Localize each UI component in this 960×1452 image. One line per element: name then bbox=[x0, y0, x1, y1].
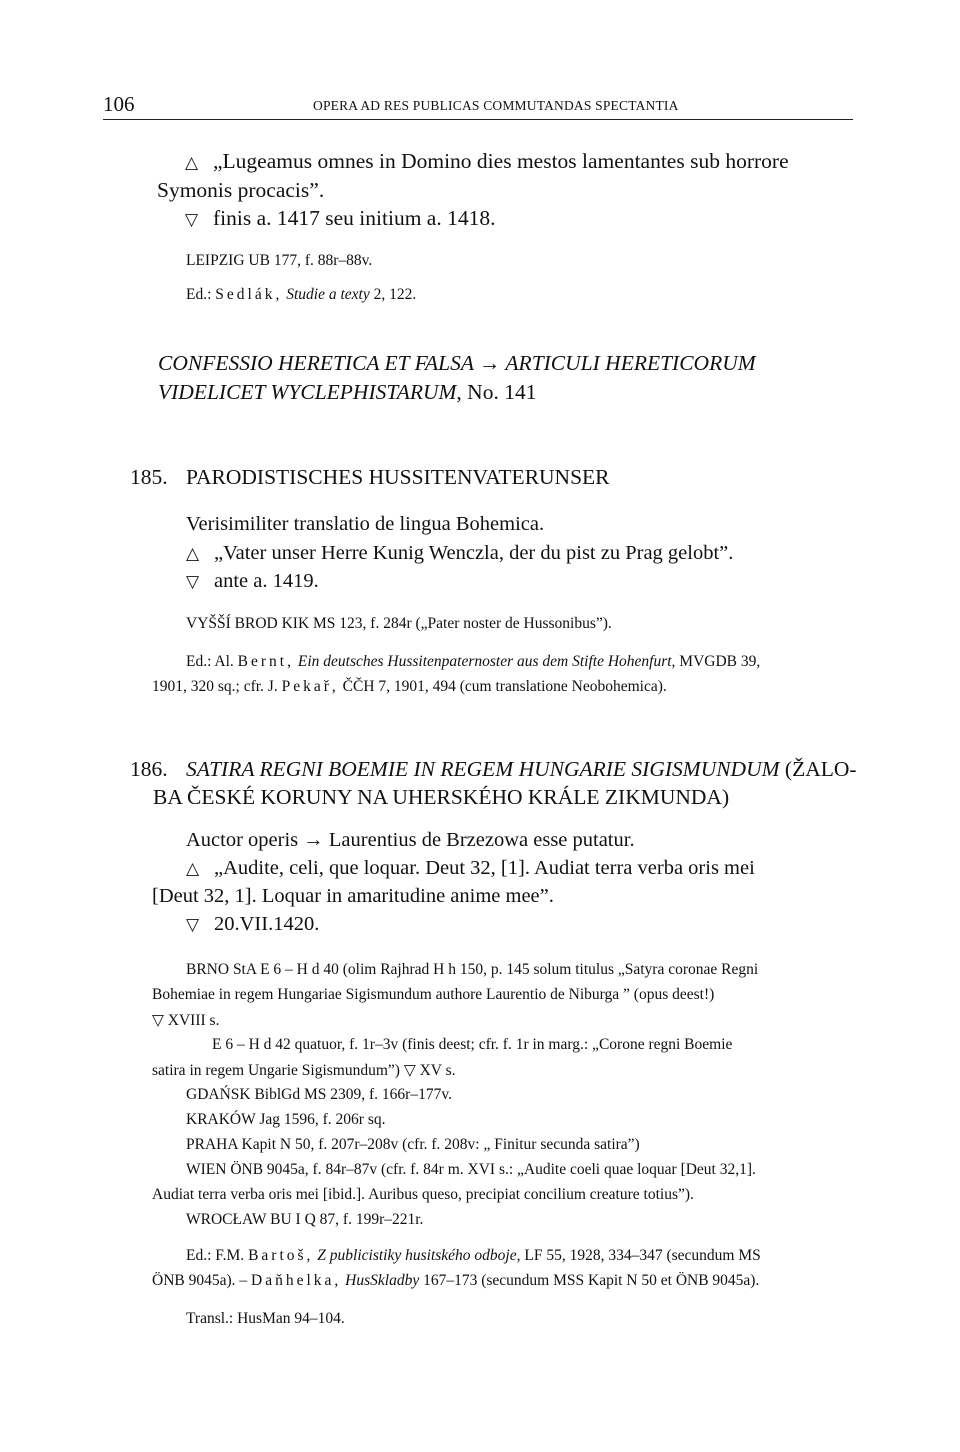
ms-line: KRAKÓW Jag 1596, f. 206r sq. bbox=[186, 1111, 386, 1128]
manuscript-line: LEIPZIG UB 177, f. 88r–88v. bbox=[186, 252, 373, 269]
date-line: ▽ finis a. 1417 seu initium a. 1418. bbox=[185, 206, 496, 230]
page-number: 106 bbox=[103, 92, 135, 116]
ms-line: PRAHA Kapit N 50, f. 207r–208v (cfr. f. 208v: „ Finitur secunda satira”) bbox=[186, 1136, 640, 1153]
entry-185-note: Verisimiliter translatio de lingua Bohemica. bbox=[186, 513, 545, 535]
entry-185-edition-line-2: 1901, 320 sq.; cfr. J. Pekař, ČČH 7, 1901, 494 (cum translatione Neobohemica). bbox=[152, 678, 667, 695]
entry-186-edition-line-2: ÖNB 9045a). – Daňhelka, HusSkladby 167–173 (secundum MSS Kapit N 50 et ÖNB 9045a). bbox=[152, 1272, 760, 1289]
entry-186-number: 186. bbox=[130, 757, 168, 781]
entry-186-date: ▽ 20.VII.1420. bbox=[186, 913, 320, 935]
incipit-triangle-icon: △ bbox=[186, 544, 200, 564]
header-rule bbox=[103, 119, 853, 120]
entry-185-incipit: △ „Vater unser Herre Kunig Wenczla, der du pist zu Prag gelobt”. bbox=[186, 542, 734, 564]
explicit-triangle-icon: ▽ bbox=[185, 210, 199, 230]
crossref-line-2: VIDELICET WYCLEPHISTARUM, No. 141 bbox=[158, 380, 537, 404]
crossref-line-1: CONFESSIO HERETICA ET FALSA → ARTICULI HERETICORUM bbox=[158, 351, 756, 375]
entry-186-translation: Transl.: HusMan 94–104. bbox=[186, 1310, 345, 1327]
ms-line: satira in regem Ungarie Sigismundum”) ▽ XV s. bbox=[152, 1062, 456, 1079]
explicit-triangle-icon: ▽ bbox=[186, 572, 200, 592]
ms-line: Bohemiae in regem Hungariae Sigismundum authore Laurentio de Niburga ” (opus deest!) bbox=[152, 986, 715, 1003]
ms-line: GDAŃSK BiblGd MS 2309, f. 166r–177v. bbox=[186, 1086, 452, 1103]
incipit-triangle-icon: △ bbox=[186, 859, 200, 879]
incipit-line-2: Symonis procacis”. bbox=[157, 178, 325, 202]
entry-186-incipit-line-1: △ „Audite, celi, que loquar. Deut 32, [1]. Audiat terra verba oris mei bbox=[186, 857, 755, 879]
entry-185-date: ▽ ante a. 1419. bbox=[186, 570, 319, 592]
entry-186-edition-line-1: Ed.: F.M. Bartoš, Z publicistiky husitského odboje, LF 55, 1928, 334–347 (secundum MS bbox=[186, 1247, 761, 1264]
ms-line: BRNO StA E 6 – H d 40 (olim Rajhrad H h 150, p. 145 solum titulus „Satyra coronae Regni bbox=[186, 961, 759, 978]
entry-185-edition-line-1: Ed.: Al. Bernt, Ein deutsches Hussitenpaternoster aus dem Stifte Hohenfurt, MVGDB 39, bbox=[186, 653, 761, 670]
ms-line: ▽ XVIII s. bbox=[152, 1012, 220, 1029]
running-title: OPERA AD RES PUBLICAS COMMUTANDAS SPECTANTIA bbox=[313, 98, 679, 113]
entry-185-title: PARODISTISCHES HUSSITENVATERUNSER bbox=[186, 465, 610, 489]
entry-186-auctor: Auctor operis → Laurentius de Brzezowa esse putatur. bbox=[186, 829, 635, 851]
ms-line: WROCŁAW BU I Q 87, f. 199r–221r. bbox=[186, 1211, 424, 1228]
ms-line: E 6 – H d 42 quatuor, f. 1r–3v (finis deest; cfr. f. 1r in marg.: „Corone regni Boemie bbox=[212, 1036, 733, 1053]
entry-186-title-line-2: BA ČESKÉ KORUNY NA UHERSKÉHO KRÁLE ZIKMUNDA) bbox=[153, 785, 730, 809]
entry-186-title-line-1: SATIRA REGNI BOEMIE IN REGEM HUNGARIE SIGISMUNDUM (ŽALO- bbox=[186, 757, 857, 781]
entry-186-incipit-line-2: [Deut 32, 1]. Loquar in amaritudine anime mee”. bbox=[152, 885, 554, 907]
edition-line: Ed.: Sedlák, Studie a texty 2, 122. bbox=[186, 286, 417, 303]
incipit-line-1: △ „Lugeamus omnes in Domino dies mestos lamentantes sub horrore bbox=[185, 149, 789, 173]
entry-185-number: 185. bbox=[130, 465, 168, 489]
explicit-triangle-icon: ▽ bbox=[186, 915, 200, 935]
ms-line: Audiat terra verba oris mei [ibid.]. Auribus queso, precipiat concilium creature totius”). bbox=[152, 1186, 694, 1203]
incipit-triangle-icon: △ bbox=[185, 153, 199, 173]
entry-185-manuscript: VYŠŠÍ BROD KIK MS 123, f. 284r („Pater noster de Hussonibus”). bbox=[186, 615, 612, 632]
ms-line: WIEN ÖNB 9045a, f. 84r–87v (cfr. f. 84r m. XVI s.: „Audite coeli quae loquar [Deut 32,1]. bbox=[186, 1161, 756, 1178]
